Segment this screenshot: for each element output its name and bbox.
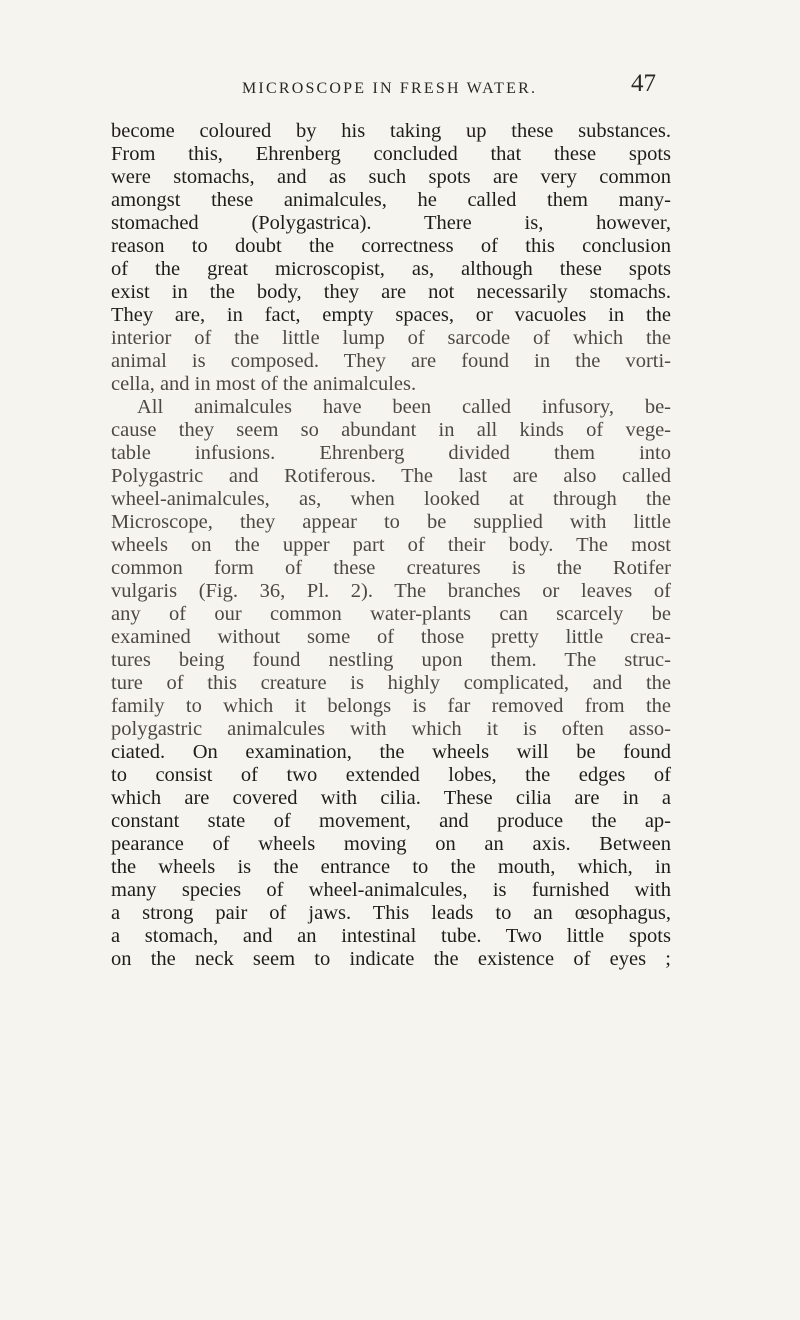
text-line: the wheels is the entrance to the mouth, which, in [111,856,671,878]
text-line: ciated. On examination, the wheels will be found [111,741,671,763]
text-line: amongst these animalcules, he called them many- [111,189,671,211]
text-line: cause they seem so abundant in all kinds of vege- [111,419,671,441]
page-number: 47 [631,70,656,97]
text-line: common form of these creatures is the Rotifer [111,557,671,579]
text-line: any of our common water-plants can scarcely be [111,603,671,625]
text-line: examined without some of those pretty little crea- [111,626,671,648]
body-text [111,120,671,971]
running-title: MICROSCOPE IN FRESH WATER. [242,80,538,97]
text-line: constant state of movement, and produce the ap- [111,810,671,832]
text-line: pearance of wheels moving on an axis. Between [111,833,671,855]
text-line: Polygastric and Rotiferous. The last are also called [111,465,671,487]
text-line: a stomach, and an intestinal tube. Two little spots [111,925,671,947]
text-line: family to which it belongs is far removed from the [111,695,671,717]
text-line: were stomachs, and as such spots are very common [111,166,671,188]
text-line: interior of the little lump of sarcode of which the [111,327,671,349]
text-line: a strong pair of jaws. This leads to an œsophagus, [111,902,671,924]
text-line: stomached (Polygastrica). There is, however, [111,212,671,234]
text-line: to consist of two extended lobes, the edges of [111,764,671,786]
text-line: table infusions. Ehrenberg divided them into [111,442,671,464]
text-line: All animalcules have been called infusory, be- [137,396,671,418]
text-line: become coloured by his taking up these substances. [111,120,671,142]
text-line: Microscope, they appear to be supplied with little [111,511,671,533]
text-line: vulgaris (Fig. 36, Pl. 2). The branches or leaves of [111,580,671,602]
text-line: reason to doubt the correctness of this conclusion [111,235,671,257]
text-line: wheel-animalcules, as, when looked at through the [111,488,671,510]
text-line: From this, Ehrenberg concluded that these spots [111,143,671,165]
text-line: on the neck seem to indicate the existence of eyes ; [111,948,671,970]
text-line: They are, in fact, empty spaces, or vacuoles in the [111,304,671,326]
text-line: wheels on the upper part of their body. The most [111,534,671,556]
text-line: animal is composed. They are found in the vorti- [111,350,671,372]
text-line: tures being found nestling upon them. The struc- [111,649,671,671]
text-line: of the great microscopist, as, although these spots [111,258,671,280]
running-head [0,70,800,104]
text-line: many species of wheel-animalcules, is furnished with [111,879,671,901]
text-line: ture of this creature is highly complicated, and the [111,672,671,694]
text-line: polygastric animalcules with which it is often asso- [111,718,671,740]
text-line: which are covered with cilia. These cilia are in a [111,787,671,809]
text-line: exist in the body, they are not necessarily stomachs. [111,281,671,303]
text-line: cella, and in most of the animalcules. [111,373,417,395]
